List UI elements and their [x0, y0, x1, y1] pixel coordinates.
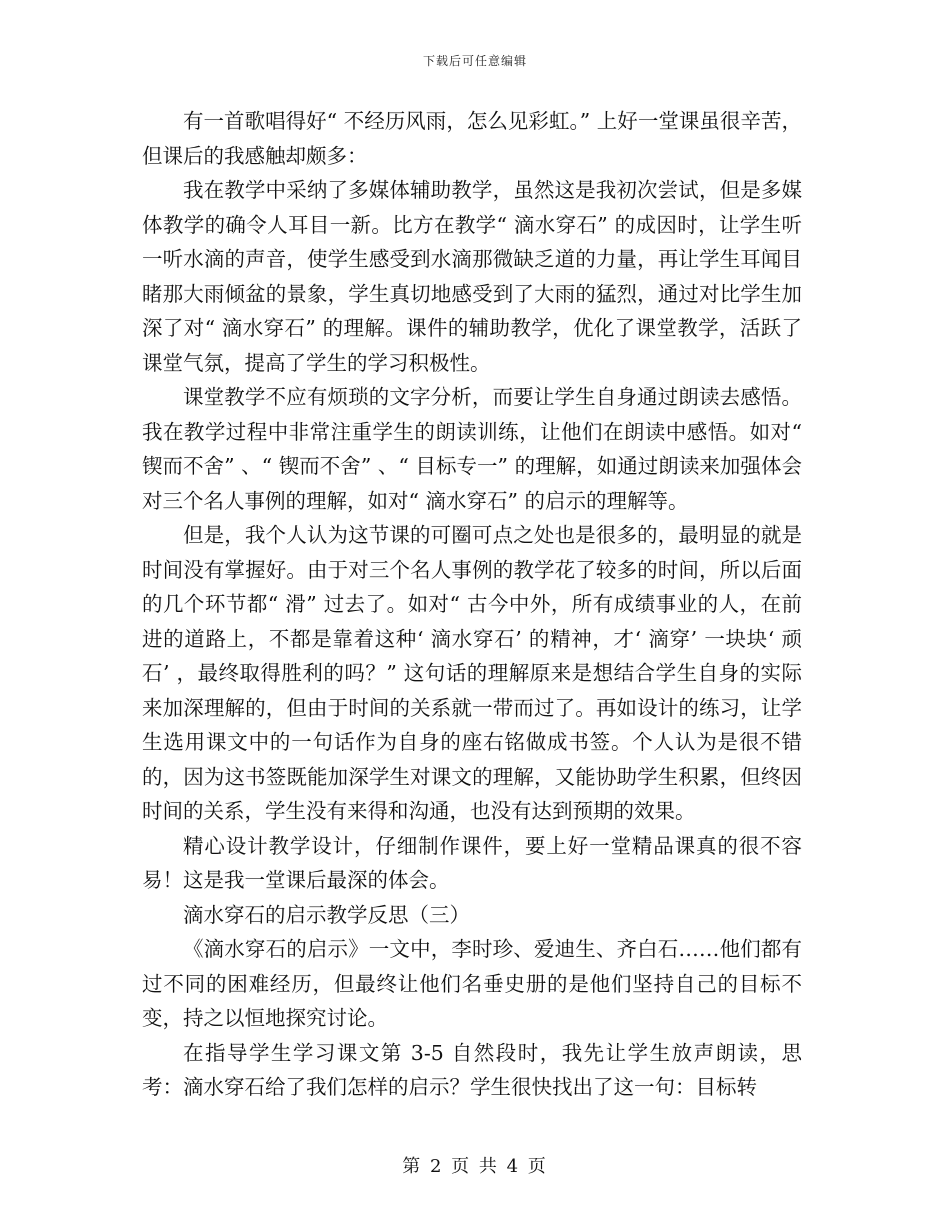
paragraph: 课堂教学不应有烦琐的文字分析，而要让学生自身通过朗读去感悟。我在教学过程中非常注重学生的朗读训练，让他们在朗读中感悟。如对“ 锲而不舍” 、“ 锲而不舍” 、“ 目标专一” 的理解，如通过朗读来加强体会对三个名人事例的理解，如对“ 滴水穿石” 的启示的理解等。: [142, 385, 802, 513]
page-header: 下载后可任意编辑: [422, 54, 527, 68]
paragraph: 《滴水穿石的启示》一文中，李时珍、爱迪生、齐白石……他们都有过不同的困难经历，但最终让他们名垂史册的是他们坚持自己的目标不变，持之以恒地探究讨论。: [142, 937, 802, 1030]
page-footer: 第 2 页 共 4 页: [402, 1156, 548, 1177]
paragraph: 但是，我个人认为这节课的可圈可点之处也是很多的，最明显的就是时间没有掌握好。由于对三个名人事例的教学花了较多的时间，所以后面的几个环节都“ 滑” 过去了。如对“ 古今中外，所有成绩事业的人，在前进的道路上，不都是靠着这种‘ 滴水穿石’ 的精神，才‘ 滴穿’ 一块块‘ 顽石’ ，最终取得胜利的吗？” 这句话的理解原来是想结合学生自身的实际来加深理解的，但由于时间的关系就一带而过了。再如设计的练习，让学生选用课文中的一句话作为自身的座右铭做成书签。个人认为是很不错的，因为这书签既能加深学生对课文的理解，又能协助学生积累，但终因时间的关系，学生没有来得和沟通，也没有达到预期的效果。: [142, 523, 802, 823]
section-heading: 滴水穿石的启示教学反思（三）: [183, 902, 470, 927]
paragraph: 在指导学生学习课文第 3-5 自然段时，我先让学生放声朗读，思考：滴水穿石给了我们怎样的启示？学生很快找出了这一句：目标转: [142, 1040, 802, 1099]
paragraph: 精心设计教学设计，仔细制作课件，要上好一堂精品课真的很不容易！这是我一堂课后最深的体会。: [142, 833, 802, 892]
document-body: [142, 104, 802, 1105]
paragraph: 我在教学中采纳了多媒体辅助教学，虽然这是我初次尝试，但是多媒体教学的确令人耳目一新。比方在教学“ 滴水穿石” 的成因时，让学生听一听水滴的声音，使学生感受到水滴那微缺乏道的力量，再让学生耳闻目睹那大雨倾盆的景象，学生真切地感受到了大雨的猛烈，通过对比学生加深了对“ 滴水穿石” 的理解。课件的辅助教学，优化了课堂教学，活跃了课堂气氛，提高了学生的学习积极性。: [142, 178, 802, 375]
paragraph: 有一首歌唱得好“ 不经历风雨，怎么见彩虹。” 上好一堂课虽很辛苦，但课后的我感触却颇多：: [142, 109, 802, 168]
